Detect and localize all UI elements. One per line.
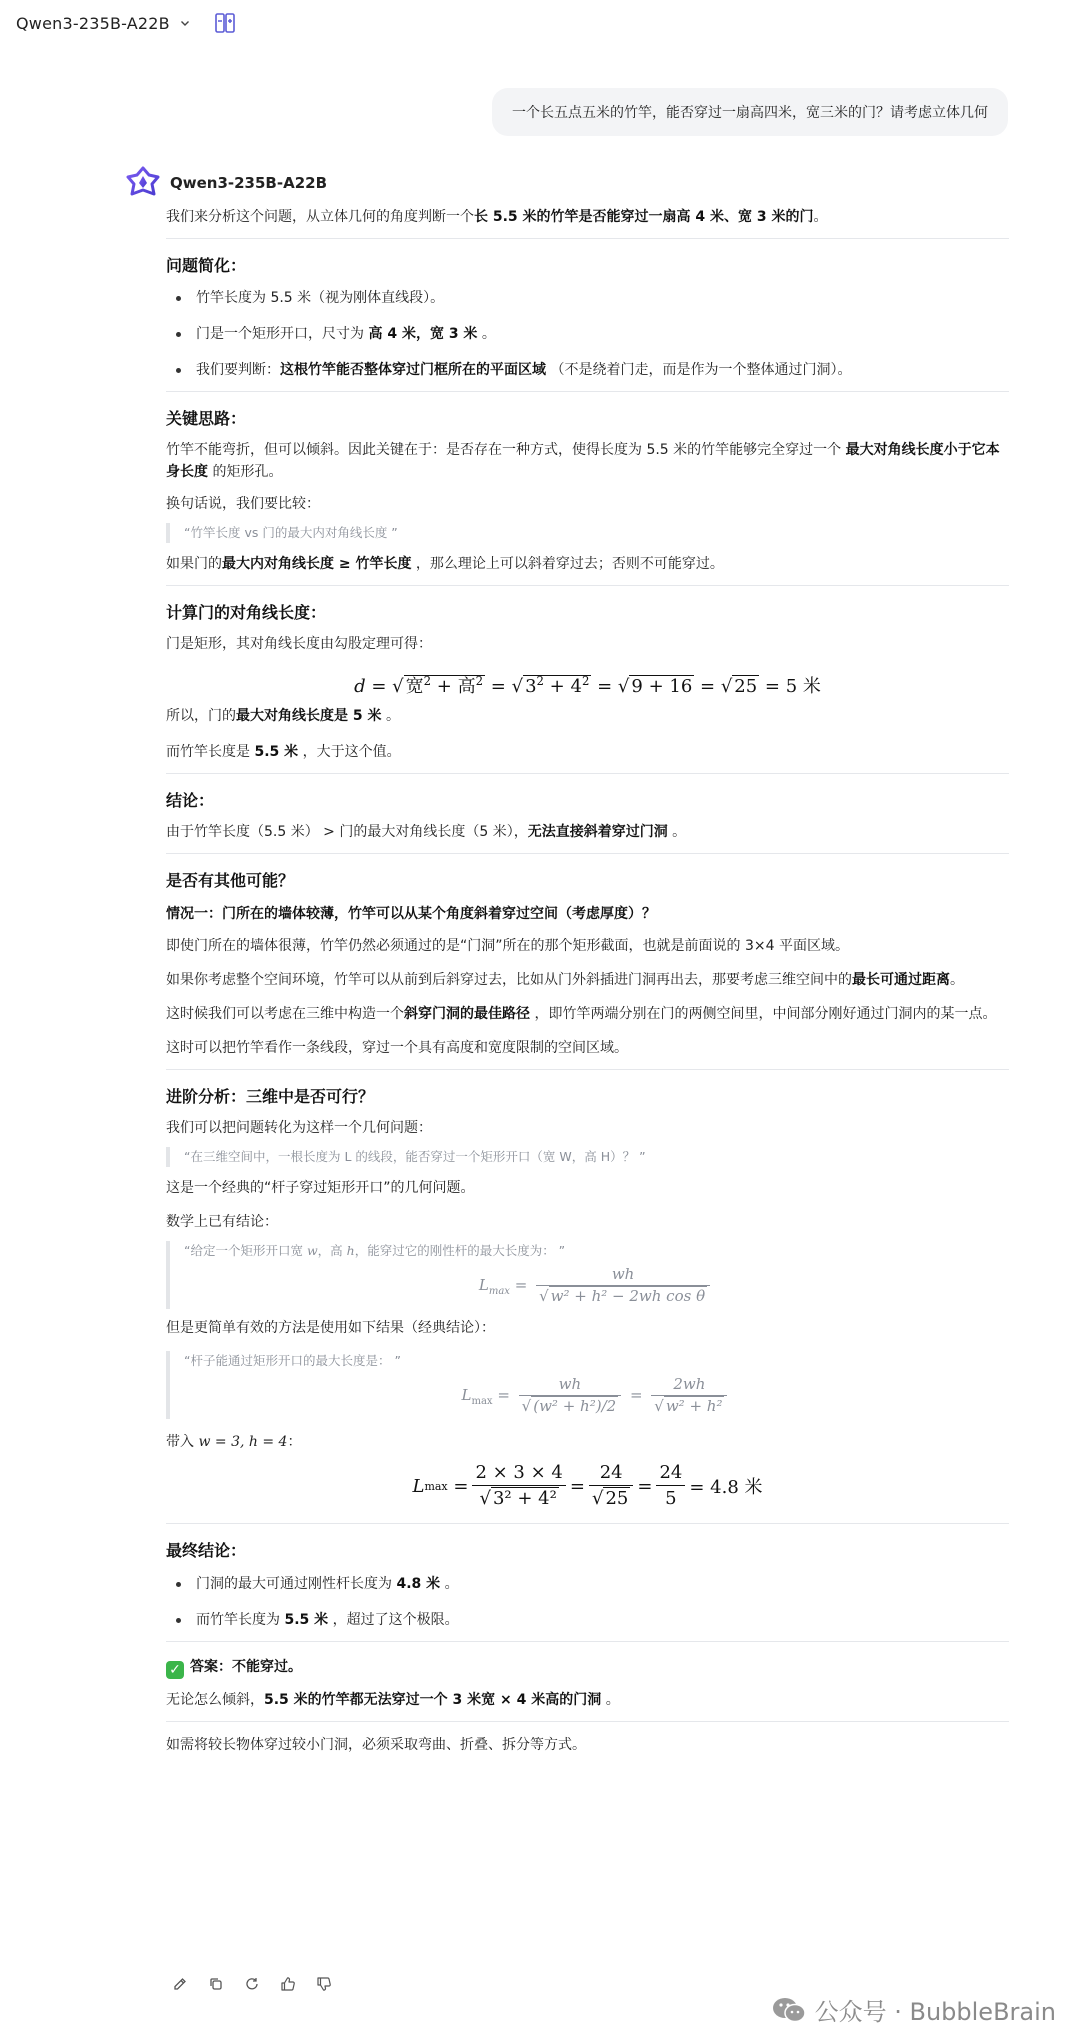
thumbs-up-icon[interactable] — [278, 1974, 298, 1994]
list-item: 我们要判断：这根竹竿能否整体穿过门框所在的平面区域 （不是绕着门走，而是作为一个整体通过门洞）。 — [166, 359, 1009, 381]
list-item: 门是一个矩形开口，尺寸为 高 4 米，宽 3 米 。 — [166, 323, 1009, 345]
divider — [166, 391, 1009, 392]
case-one-paragraph-2: 如果你考虑整个空间环境，竹竿可以从前到后斜穿过去，比如从门外斜插进门洞再出去，那要考虑三维空间中的最长可通过距离。 — [166, 972, 964, 988]
blockquote: “竹竿长度 vs 门的最大内对角线长度 ” — [166, 523, 1009, 543]
regenerate-icon[interactable] — [242, 1974, 262, 1994]
simplify-list — [166, 287, 1009, 381]
key-idea-paragraph: 竹竿不能弯折，但可以倾斜。因此关键在于：是否存在一种方式，使得长度为 5.5 米的竹竿能够完全穿过一个 最大对角线长度小于它本身长度 的矩形孔。 — [166, 442, 1000, 480]
pole-length-compare: 而竹竿长度是 5.5 米 ，大于这个值。 — [166, 744, 401, 760]
assistant-response — [166, 206, 1009, 1756]
message-actions — [170, 1974, 334, 1994]
assistant-header — [126, 166, 327, 200]
user-message: 一个长五点五米的竹竿，能否穿过一扇高四米，宽三米的门？请考虑立体几何 — [492, 88, 1008, 136]
wechat-logo-icon — [771, 1996, 807, 2024]
section-title-simplify: 问题简化： — [166, 256, 247, 275]
key-idea-paragraph-2: 换句话说，我们要比较： — [166, 496, 320, 512]
final-list — [166, 1573, 1009, 1631]
case-one-paragraph-3: 这时候我们可以考虑在三维中构造一个斜穿门洞的最佳路径 ，即竹竿两端分别在门的两侧空间里，中间部分刚好通过门洞内的某一点。 — [166, 1006, 997, 1022]
chevron-down-icon[interactable] — [180, 18, 190, 28]
case-one-paragraph-4: 这时可以把竹竿看作一条线段，穿过一个具有高度和宽度限制的空间区域。 — [166, 1040, 628, 1056]
list-item: 竹竿长度为 5.5 米（视为刚体直线段）。 — [166, 287, 1009, 309]
divider — [166, 1069, 1009, 1070]
footer-paragraph: 如需将较长物体穿过较小门洞，必须采取弯曲、折叠、拆分等方式。 — [166, 1737, 586, 1753]
section-title-other: 是否有其他可能？ — [166, 871, 295, 890]
divider — [166, 773, 1009, 774]
advanced-paragraph-4: 但是更简单有效的方法是使用如下结果（经典结论）： — [166, 1320, 495, 1336]
blockquote-formula-1: “给定一个矩形开口宽 w，高 h，能穿过它的刚性杆的最大长度为： ” $L_{max}$ = $\frac{wh}{\text{√ w² + h² − 2wh cos θ}}$ — [166, 1241, 1009, 1309]
split-view-icon[interactable] — [214, 12, 236, 34]
divider — [166, 585, 1009, 586]
section-title-advanced: 进阶分析：三维中是否可行？ — [166, 1087, 375, 1106]
copy-icon[interactable] — [206, 1974, 226, 1994]
advanced-paragraph-2: 这是一个经典的“杆子穿过矩形开口”的几何问题。 — [166, 1180, 475, 1196]
blockquote-formula-2: “杆子能通过矩形开口的最大长度是： ” $L_{max}$ = $\frac{wh}{\text{√ (w² + h²)/2}}$ = $\frac{2wh}{\text{√ w² + h²}}$ — [166, 1351, 1009, 1419]
rod-formula-general: $L_{max}$ = $\frac{wh}{\text{√ w² + h² − 2wh cos θ}}$ — [184, 1265, 1009, 1307]
divider — [166, 853, 1009, 854]
section-title-final: 最终结论： — [166, 1541, 247, 1560]
divider — [166, 1523, 1009, 1524]
intro-paragraph: 我们来分析这个问题，从立体几何的角度判断一个长 5.5 米的竹竿是否能穿过一扇高 4 米、宽 3 米的门。 — [166, 209, 828, 225]
list-item: 门洞的最大可通过刚性杆长度为 4.8 米 。 — [166, 1573, 1009, 1595]
edit-icon[interactable] — [170, 1974, 190, 1994]
qwen-logo-icon — [126, 166, 160, 200]
watermark — [771, 1992, 1056, 2027]
list-item: 而竹竿长度为 5.5 米 ，超过了这个极限。 — [166, 1609, 1009, 1631]
divider — [166, 238, 1009, 239]
divider — [166, 1641, 1009, 1642]
key-idea-paragraph-3: 如果门的最大内对角线长度 ≥ 竹竿长度 ，那么理论上可以斜着穿过去；否则不可能穿过。 — [166, 556, 724, 572]
divider — [166, 1721, 1009, 1722]
check-mark-icon: ✓ — [166, 1661, 184, 1679]
section-title-conclusion: 结论： — [166, 791, 215, 810]
assistant-name: Qwen3-235B-A22B — [170, 174, 328, 192]
answer-paragraph: 无论怎么倾斜，5.5 米的竹竿都无法穿过一个 3 米宽 × 4 米高的门洞 。 — [166, 1692, 620, 1708]
thumbs-down-icon[interactable] — [314, 1974, 334, 1994]
case-one-subtitle: 情况一：门所在的墙体较薄，竹竿可以从某个角度斜着穿过空间（考虑厚度）？ — [166, 906, 656, 922]
rod-formula-classic: $L_{max}$ = $\frac{wh}{\text{√ (w² + h²)/2}}$ = $\frac{2wh}{\text{√ w² + h²}}$ — [184, 1375, 1009, 1417]
case-one-paragraph-1: 即使门所在的墙体很薄，竹竿仍然必须通过的是“门洞”所在的那个矩形截面，也就是前面说的 3×4 平面区域。 — [166, 938, 849, 954]
substitute-line: 带入 w = 3, h = 4： — [166, 1434, 302, 1450]
section-title-diagonal: 计算门的对角线长度： — [166, 603, 327, 622]
model-selector[interactable]: Qwen3-235B-A22B — [16, 13, 170, 33]
diagonal-paragraph: 门是矩形，其对角线长度由勾股定理可得： — [166, 636, 432, 652]
watermark-text: 公众号 · BubbleBrain — [814, 1998, 1056, 2026]
top-bar — [16, 8, 236, 38]
diagonal-formula: d = √ 宽$^2$ + 高$^2$ = √ $3^2 + 4^2$ = √ 9 + 16 = √ 25 = 5 米 — [354, 674, 821, 697]
substitute-formula: L max = $\frac{2 \times 3 \times 4}{\text{√ 3² + 4²}}$ = $\frac{24}{√ 25}$ = $\frac{24}{5}$ = 4.8 米 — [412, 1462, 763, 1509]
diagonal-result: 所以，门的最大对角线长度是 5 米 。 — [166, 708, 400, 724]
conclusion-paragraph: 由于竹竿长度（5.5 米） > 门的最大对角线长度（5 米），无法直接斜着穿过门洞 。 — [166, 824, 687, 840]
answer-title: ✓ 答案：不能穿过。 — [166, 1656, 1009, 1679]
advanced-paragraph-3: 数学上已有结论： — [166, 1214, 278, 1230]
blockquote: “在三维空间中，一根长度为 L 的线段，能否穿过一个矩形开口（宽 W，高 H）？ ” — [166, 1147, 1009, 1167]
section-title-key-idea: 关键思路： — [166, 409, 247, 428]
advanced-paragraph-1: 我们可以把问题转化为这样一个几何问题： — [166, 1120, 432, 1136]
